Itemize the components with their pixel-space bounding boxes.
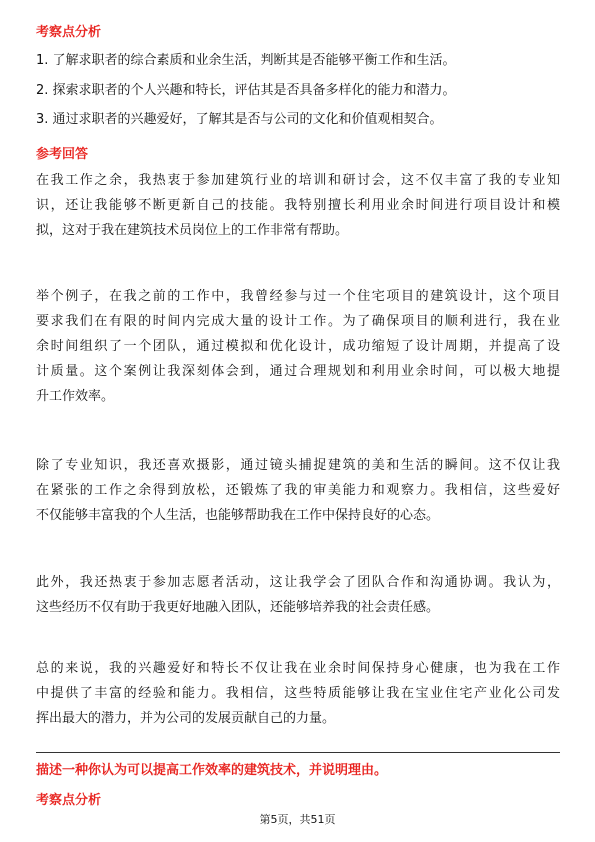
analysis-item-2: 2. 探索求职者的个人兴趣和特长，评估其是否具备多样化的能力和潜力。 xyxy=(36,83,456,98)
paragraph-line: 升工作效率。 xyxy=(36,389,115,404)
analysis-heading: 考察点分析 xyxy=(36,25,102,40)
answer-paragraph-3 xyxy=(36,453,560,528)
paragraph-line: 这些经历不仅有助于我更好地融入团队，还能够培养我的社会责任感。 xyxy=(36,600,440,615)
paragraph-line: 此外，我还热衷于参加志愿者活动，这让我学会了团队合作和沟通协调。我认为， xyxy=(36,575,560,590)
paragraph-line: 在我工作之余，我热衷于参加建筑行业的培训和研讨会，这不仅丰富了我的专业知 xyxy=(36,173,560,188)
analysis-heading-2: 考察点分析 xyxy=(36,793,102,808)
section-divider xyxy=(36,752,560,753)
answer-paragraph-4 xyxy=(36,570,560,620)
paragraph-line: 识，还让我能够不断更新自己的技能。我特别擅长利用业余时间进行项目设计和模 xyxy=(36,198,560,213)
answer-paragraph-5 xyxy=(36,656,560,731)
answer-paragraph-2 xyxy=(36,284,560,409)
paragraph-line: 挥出最大的潜力，并为公司的发展贡献自己的力量。 xyxy=(36,711,336,726)
analysis-item-3: 3. 通过求职者的兴趣爱好，了解其是否与公司的文化和价值观相契合。 xyxy=(36,112,443,127)
next-question-text: 描述一种你认为可以提高工作效率的建筑技术，并说明理由。 xyxy=(36,763,388,778)
paragraph-line: 余时间组织了一个团队，通过模拟和优化设计，成功缩短了设计周期，并提高了设 xyxy=(36,339,560,354)
reference-answer-heading: 参考回答 xyxy=(36,147,89,162)
paragraph-line: 要求我们在有限的时间内完成大量的设计工作。为了确保项目的顺利进行，我在业 xyxy=(36,314,560,329)
paragraph-line: 总的来说，我的兴趣爱好和特长不仅让我在业余时间保持身心健康，也为我在工作 xyxy=(36,661,560,676)
page-number: 第5页，共51页 xyxy=(259,813,336,826)
analysis-item-1: 1. 了解求职者的综合素质和业余生活，判断其是否能够平衡工作和生活。 xyxy=(36,53,456,68)
paragraph-line: 不仅能够丰富我的个人生活，也能够帮助我在工作中保持良好的心态。 xyxy=(36,508,440,523)
paragraph-line: 计质量。这个案例让我深刻体会到，通过合理规划和利用业余时间，可以极大地提 xyxy=(36,364,560,379)
paragraph-line: 在紧张的工作之余得到放松，还锻炼了我的审美能力和观察力。我相信，这些爱好 xyxy=(36,483,560,498)
paragraph-line: 拟，这对于我在建筑技术员岗位上的工作非常有帮助。 xyxy=(36,223,349,238)
paragraph-line: 举个例子，在我之前的工作中，我曾经参与过一个住宅项目的建筑设计，这个项目 xyxy=(36,289,560,304)
paragraph-line: 中提供了丰富的经验和能力。我相信，这些特质能够让我在宝业住宅产业化公司发 xyxy=(36,686,560,701)
answer-paragraph-1 xyxy=(36,168,560,243)
paragraph-line: 除了专业知识，我还喜欢摄影，通过镜头捕捉建筑的美和生活的瞬间。这不仅让我 xyxy=(36,458,560,473)
